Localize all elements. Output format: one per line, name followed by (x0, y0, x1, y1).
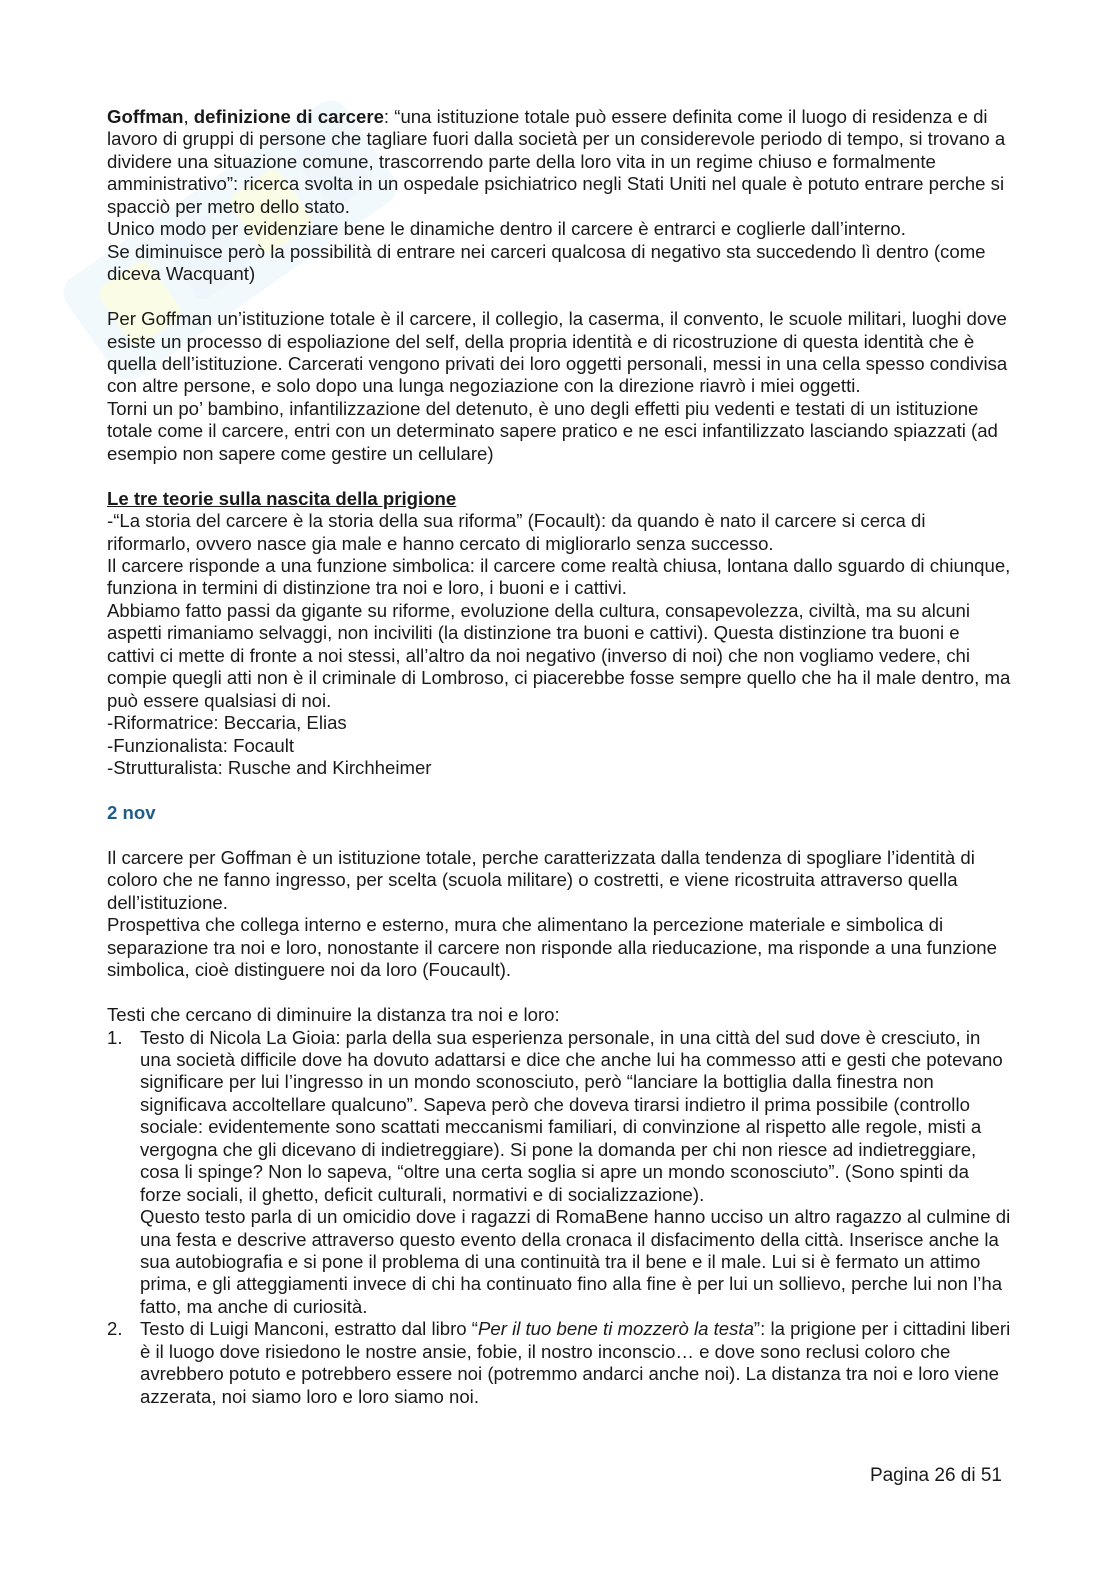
paragraph-passi-da-gigante: Abbiamo fatto passi da gigante su riforme, evoluzione della cultura, consapevolezza, civiltà, ma su alcuni aspetti rimaniamo selvaggi, non inciviliti (la distinzione tra buoni e cattivi). Questa distinzione tra buoni e cattivi ci mette di fronte a noi stessi, all’altro da noi negativo (inverso di noi) che non vogliamo vedere, chi compie quegli atti non è il criminale di Lombroso, ci piacerebbe fosse sempre quello che ha il male dentro, ma può essere qualsiasi di noi. (107, 599, 1011, 711)
lead-rest: : “una istituzione totale può essere definita come il luogo di residenza e di lavoro di gruppi di persone che tagliare fuori dalla società per un considerevole periodo di tempo, si trovano a dividere una situazione comune, trascorrendo parte della loro vita in un regime chiuso e formalmente amministrativo”: ricerca svolta in un ospedale psichiatrico negli Stati Uniti nel quale è potuto entrare perche si spacciò per metro dello stato. (107, 106, 1006, 217)
item2-pre: Testo di Luigi Manconi, estratto dal libro “ (140, 1318, 478, 1340)
book-title: Per il tuo bene ti mozzerò la testa (477, 1318, 754, 1340)
paragraph-unico-modo: Unico modo per evidenziare bene le dinamiche dentro il carcere è entrarci e coglierle dall’interno. (107, 218, 906, 240)
theory-funzionalista: -Funzionalista: Focault (107, 734, 295, 756)
list-item-text (140, 1318, 1012, 1408)
list-number: 2. (107, 1318, 123, 1340)
paragraph-storia-carcere: -“La storia del carcere è la storia della sua riforma” (Focault): da quando è nato il carcere si cerca di riformarlo, ovvero nasce gia male e hanno cercato di migliorarlo senza successo. (107, 510, 926, 554)
list-item-continuation: Questo testo parla di un omicidio dove i ragazzi di RomaBene hanno ucciso un altro ragazzo al culmine di una festa e descrive attraverso questo evento della cronaca il disfacimento della città. Inserisce anche la sua autobiografia e si pone il problema di una continuità tra il bene e il male. Lui si è fermato un attimo prima, e gli atteggiamenti invece di chi ha continuato fino alla fine è per lui un sollievo, perche lui non l’ha fatto, ma anche di curiosità. (140, 1206, 1011, 1317)
paragraph-funzione-simbolica: Il carcere risponde a una funzione simbolica: il carcere come realtà chiusa, lontana dallo sguardo di chiunque, funziona in termini di distinzione tra noi e loro, i buoni e i cattivi. (107, 555, 1011, 599)
paragraph-prospettiva: Prospettiva che collega interno e esterno, mura che alimentano la percezione materiale e simbolica di separazione tra noi e loro, nonostante il carcere non risponde alla rieducazione, ma risponde a una funzione simbolica, cioè distinguere noi da loro (Foucault). (107, 914, 997, 981)
texts-list (107, 1027, 1012, 1409)
page-number: Pagina 26 di 51 (869, 1465, 1002, 1486)
paragraph-infantilizzazione: Torni un po’ bambino, infantilizzazione del detenuto, è uno degli effetti piu vedenti e testati di un istituzione totale come il carcere, entri con un determinato sapere pratico e ne esci infantilizzato lasciando spiazzati (ad esempio non sapere come gestire un cellulare) (107, 397, 998, 464)
list-item (107, 1318, 1012, 1408)
paragraph-istituzione-totale: Per Goffman un’istituzione totale è il carcere, il collegio, la caserma, il convento, le scuole militari, luoghi dove esiste un processo di espoliazione del self, della propria identità e di ricostruzione di questa identità che è quella dell’istituzione. Carcerati vengono privati dei loro oggetti personali, messi in una cella spesso condivisa con altre persone, e solo dopo una lunga negoziazione con la direzione riavrò i miei oggetti. (107, 308, 1008, 397)
date-heading: 2 nov (107, 802, 156, 823)
theory-strutturalista: -Strutturalista: Rusche and Kirchheimer (107, 757, 432, 779)
paragraph-goffman-definition (107, 106, 1012, 218)
section-heading-teorie: Le tre teorie sulla nascita della prigione (107, 487, 457, 509)
paragraph-wacquant: Se diminuisce però la possibilità di entrare nei carceri qualcosa di negativo sta succedendo lì dentro (come diceva Wacquant) (107, 240, 986, 285)
document-body (107, 106, 1012, 1408)
lead-separator: , (183, 106, 194, 127)
lead-term: definizione di carcere (193, 106, 384, 127)
paragraph-carcere-goffman: Il carcere per Goffman è un istituzione totale, perche caratterizzata dalla tendenza di spogliare l’identità di coloro che ne fanno ingresso, per scelta (scuola militare) o costretti, e viene ricostruita attraverso quella dell’istituzione. (107, 846, 975, 913)
list-item-text: Testo di Nicola La Gioia: parla della sua esperienza personale, in una città del sud dove è cresciuto, in una società difficile dove ha dovuto adattarsi e dice che anche lui ha commesso atti e gesti che potevano significare per lui l’ingresso in un mondo sconosciuto, però “lanciare la bottiglia dalla finestra non significava accoltellare qualcuno”. Sapeva però che doveva tirarsi indietro il prima possibile (controllo sociale: evidentemente sono scattati meccanismi familiari, di convinzione al rispetto alle regole, misti a vergogna che gli dicevano di indietreggiare). Si pone la domanda per chi non riesce ad indietreggiare, cosa li spinge? Non lo sapeva, “oltre una certa soglia si apre un mondo sconosciuto”. (Sono spinti da forze sociali, il ghetto, deficit culturali, normativi e di socializzazione). (140, 1026, 1003, 1205)
paragraph-testi-intro: Testi che cercano di diminuire la distanza tra noi e loro: (107, 1004, 560, 1026)
item2-post: ”: la prigione per i cittadini liberi è il luogo dove risiedono le nostre ansie, fobie, il nostro inconscio… e dove sono reclusi coloro che avrebbero potuto e potrebbero essere noi (potremmo andarci anche noi). La distanza tra noi e loro viene azzerata, noi siamo loro e loro siamo noi. (140, 1318, 1011, 1407)
list-item (107, 1027, 1012, 1319)
theory-riformatrice: -Riformatrice: Beccaria, Elias (107, 712, 347, 734)
lead-name: Goffman (107, 106, 184, 127)
list-number: 1. (107, 1026, 123, 1048)
